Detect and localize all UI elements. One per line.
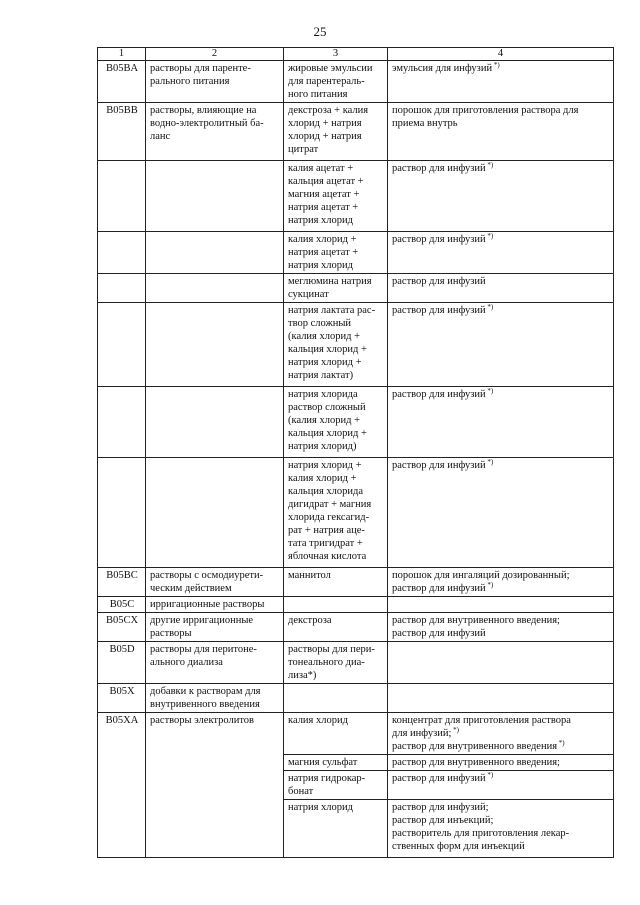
- dosage-form-cell: [388, 161, 614, 232]
- dosage-form-cell-text: раствор для инфузий: [392, 276, 486, 287]
- column-header: 4: [388, 48, 614, 61]
- substance-cell: [284, 684, 388, 713]
- table-row: [98, 103, 614, 161]
- atc-code-cell-text: B05C: [109, 599, 135, 610]
- group-name-cell: [146, 613, 284, 642]
- substance-cell-text: магния сульфат: [288, 757, 358, 768]
- atc-code-cell-text: B05D: [109, 644, 135, 655]
- table-row: [98, 684, 614, 713]
- atc-code-cell: [98, 642, 146, 684]
- group-name-cell: [146, 232, 284, 274]
- table-row: [98, 568, 614, 597]
- substance-cell-text: калия ацетат + кальция ацетат + магния ацетат + натрия ацетат + натрия хлорид: [288, 163, 364, 226]
- footnote-mark: *): [485, 581, 494, 589]
- substance-cell: [284, 613, 388, 642]
- atc-code-cell: [98, 61, 146, 103]
- dosage-form-cell: [388, 303, 614, 387]
- substance-cell: [284, 597, 388, 613]
- dosage-form-cell-text: раствор для инфузий: [392, 460, 486, 471]
- substance-cell: [284, 713, 388, 755]
- dosage-form-cell: [388, 771, 614, 800]
- footnote-mark: *): [485, 458, 494, 466]
- dosage-form-cell-text: раствор для внутривенного введения; раствор для инфузий: [392, 615, 560, 639]
- atc-code-cell-text: B05BB: [106, 105, 138, 116]
- drug-classification-table: [97, 47, 614, 858]
- substance-cell: [284, 568, 388, 597]
- substance-cell: [284, 103, 388, 161]
- table-row: [98, 232, 614, 274]
- group-name-cell-text: растворы, влияющие на водно-электролитный ба- ланс: [150, 105, 264, 142]
- column-header: 1: [98, 48, 146, 61]
- column-header: 3: [284, 48, 388, 61]
- substance-cell: [284, 274, 388, 303]
- dosage-form-cell-text: порошок для ингаляций дозированный; раствор для инфузий: [392, 570, 570, 594]
- table-header-row: [98, 48, 614, 61]
- group-name-cell-text: растворы для паренте- рального питания: [150, 63, 251, 87]
- table-row: [98, 458, 614, 568]
- substance-cell: [284, 771, 388, 800]
- substance-cell-text: натрия гидрокар- бонат: [288, 773, 366, 797]
- dosage-form-cell-text: раствор для инфузий: [392, 163, 486, 174]
- dosage-form-cell: [388, 642, 614, 684]
- table-row: [98, 274, 614, 303]
- group-name-cell: [146, 597, 284, 613]
- table-row: [98, 303, 614, 387]
- substance-cell-text: декстроза: [288, 615, 332, 626]
- atc-code-cell: [98, 161, 146, 232]
- group-name-cell: [146, 387, 284, 458]
- dosage-form-cell: [388, 800, 614, 858]
- dosage-form-cell: [388, 61, 614, 103]
- substance-cell: [284, 387, 388, 458]
- dosage-form-cell-text: раствор для внутривенного введения;: [392, 757, 560, 768]
- substance-cell: [284, 161, 388, 232]
- dosage-form-extra: раствор для внутривенного введения: [392, 741, 558, 752]
- page-number: 25: [313, 24, 327, 39]
- atc-code-cell: [98, 103, 146, 161]
- group-name-cell: [146, 303, 284, 387]
- atc-code-cell-text: B05X: [109, 686, 135, 697]
- substance-cell: [284, 232, 388, 274]
- atc-code-cell: [98, 458, 146, 568]
- substance-cell-text: натрия лактата рас- твор сложный (калия хлорид + кальция хлорид + натрия хлорид + натрия лактат): [288, 305, 376, 381]
- dosage-form-cell: [388, 713, 614, 755]
- group-name-cell-text: другие ирригационные растворы: [150, 615, 254, 639]
- substance-cell-text: калия хлорид: [288, 715, 348, 726]
- group-name-cell: [146, 684, 284, 713]
- dosage-form-cell-text: раствор для инфузий; раствор для инъекций; растворитель для приготовления лекар- ственных форм для инъекций: [392, 802, 570, 852]
- group-name-cell-text: растворы электролитов: [150, 715, 255, 726]
- substance-cell-text: натрия хлорида раствор сложный (калия хлорид + кальция хлорид + натрия хлорид): [288, 389, 367, 452]
- group-name-cell-text: растворы для перитоне- ального диализа: [150, 644, 257, 668]
- atc-code-cell: [98, 684, 146, 713]
- atc-code-cell-text: B05CX: [105, 615, 139, 626]
- dosage-form-cell-text: концентрат для приготовления раствора для инфузий;: [392, 715, 571, 739]
- dosage-form-cell: [388, 274, 614, 303]
- footnote-mark: *): [485, 161, 494, 169]
- table-row: [98, 61, 614, 103]
- group-name-cell: [146, 458, 284, 568]
- group-name-cell-text: добавки к растворам для внутривенного введения: [150, 686, 261, 710]
- dosage-form-cell: [388, 103, 614, 161]
- atc-code-cell: [98, 613, 146, 642]
- dosage-form-cell-text: эмульсия для инфузий: [392, 63, 493, 74]
- dosage-form-cell-text: порошок для приготовления раствора для приема внутрь: [392, 105, 579, 129]
- footnote-mark: *): [485, 771, 494, 779]
- dosage-form-cell: [388, 613, 614, 642]
- dosage-form-cell: [388, 232, 614, 274]
- group-name-cell: [146, 161, 284, 232]
- table-row: [98, 387, 614, 458]
- substance-cell: [284, 61, 388, 103]
- group-name-cell-text: ирригационные растворы: [150, 599, 265, 610]
- table-row: [98, 613, 614, 642]
- atc-code-cell-text: B05BC: [106, 570, 138, 581]
- group-name-cell: [146, 713, 284, 858]
- substance-cell-text: жировые эмульсии для парентераль- ного питания: [288, 63, 373, 100]
- substance-cell: [284, 642, 388, 684]
- footnote-mark: *): [485, 387, 494, 395]
- group-name-cell: [146, 274, 284, 303]
- atc-code-cell-text: B05XA: [105, 715, 139, 726]
- dosage-form-cell: [388, 387, 614, 458]
- dosage-form-cell: [388, 755, 614, 771]
- atc-code-cell: [98, 387, 146, 458]
- substance-cell-text: натрия хлорид + калия хлорид + кальция хлорида дигидрат + магния хлорида гексагид- рат + натрия аце- тата тригидрат + яблочная кислота: [288, 460, 372, 562]
- substance-cell-text: маннитол: [288, 570, 331, 581]
- dosage-form-cell-text: раствор для инфузий: [392, 305, 486, 316]
- dosage-form-cell-text: раствор для инфузий: [392, 234, 486, 245]
- dosage-form-cell: [388, 568, 614, 597]
- table-body: [98, 61, 614, 858]
- atc-code-cell: [98, 713, 146, 858]
- substance-cell-text: декстроза + калия хлорид + натрия хлорид + натрия цитрат: [288, 105, 369, 155]
- dosage-form-cell-text: раствор для инфузий: [392, 389, 486, 400]
- atc-code-cell: [98, 274, 146, 303]
- group-name-cell-text: растворы с осмодиурети- ческим действием: [150, 570, 264, 594]
- group-name-cell: [146, 61, 284, 103]
- substance-cell: [284, 755, 388, 771]
- table-row: [98, 642, 614, 684]
- footnote-mark: *): [485, 232, 494, 240]
- substance-cell-text: калия хлорид + натрия ацетат + натрия хлорид: [288, 234, 359, 271]
- substance-cell: [284, 800, 388, 858]
- substance-cell: [284, 458, 388, 568]
- atc-code-cell: [98, 232, 146, 274]
- column-header: 2: [146, 48, 284, 61]
- substance-cell-text: меглюмина натрия сукцинат: [288, 276, 372, 300]
- group-name-cell: [146, 103, 284, 161]
- dosage-form-cell-text: раствор для инфузий: [392, 773, 486, 784]
- dosage-form-cell: [388, 458, 614, 568]
- dosage-form-cell: [388, 684, 614, 713]
- table-row: [98, 161, 614, 232]
- substance-cell-text: растворы для пери- тонеального диа- лиза*): [288, 644, 375, 681]
- table-row: [98, 713, 614, 755]
- footnote-mark: *): [451, 726, 459, 734]
- table-row: [98, 597, 614, 613]
- substance-cell-text: натрия хлорид: [288, 802, 353, 813]
- group-name-cell: [146, 568, 284, 597]
- footnote-mark: *): [485, 303, 494, 311]
- substance-cell: [284, 303, 388, 387]
- atc-code-cell: [98, 597, 146, 613]
- atc-code-cell: [98, 568, 146, 597]
- footnote-mark: *): [557, 739, 565, 747]
- group-name-cell: [146, 642, 284, 684]
- dosage-form-cell: [388, 597, 614, 613]
- footnote-mark: *): [492, 61, 500, 69]
- atc-code-cell-text: B05BA: [105, 63, 139, 74]
- atc-code-cell: [98, 303, 146, 387]
